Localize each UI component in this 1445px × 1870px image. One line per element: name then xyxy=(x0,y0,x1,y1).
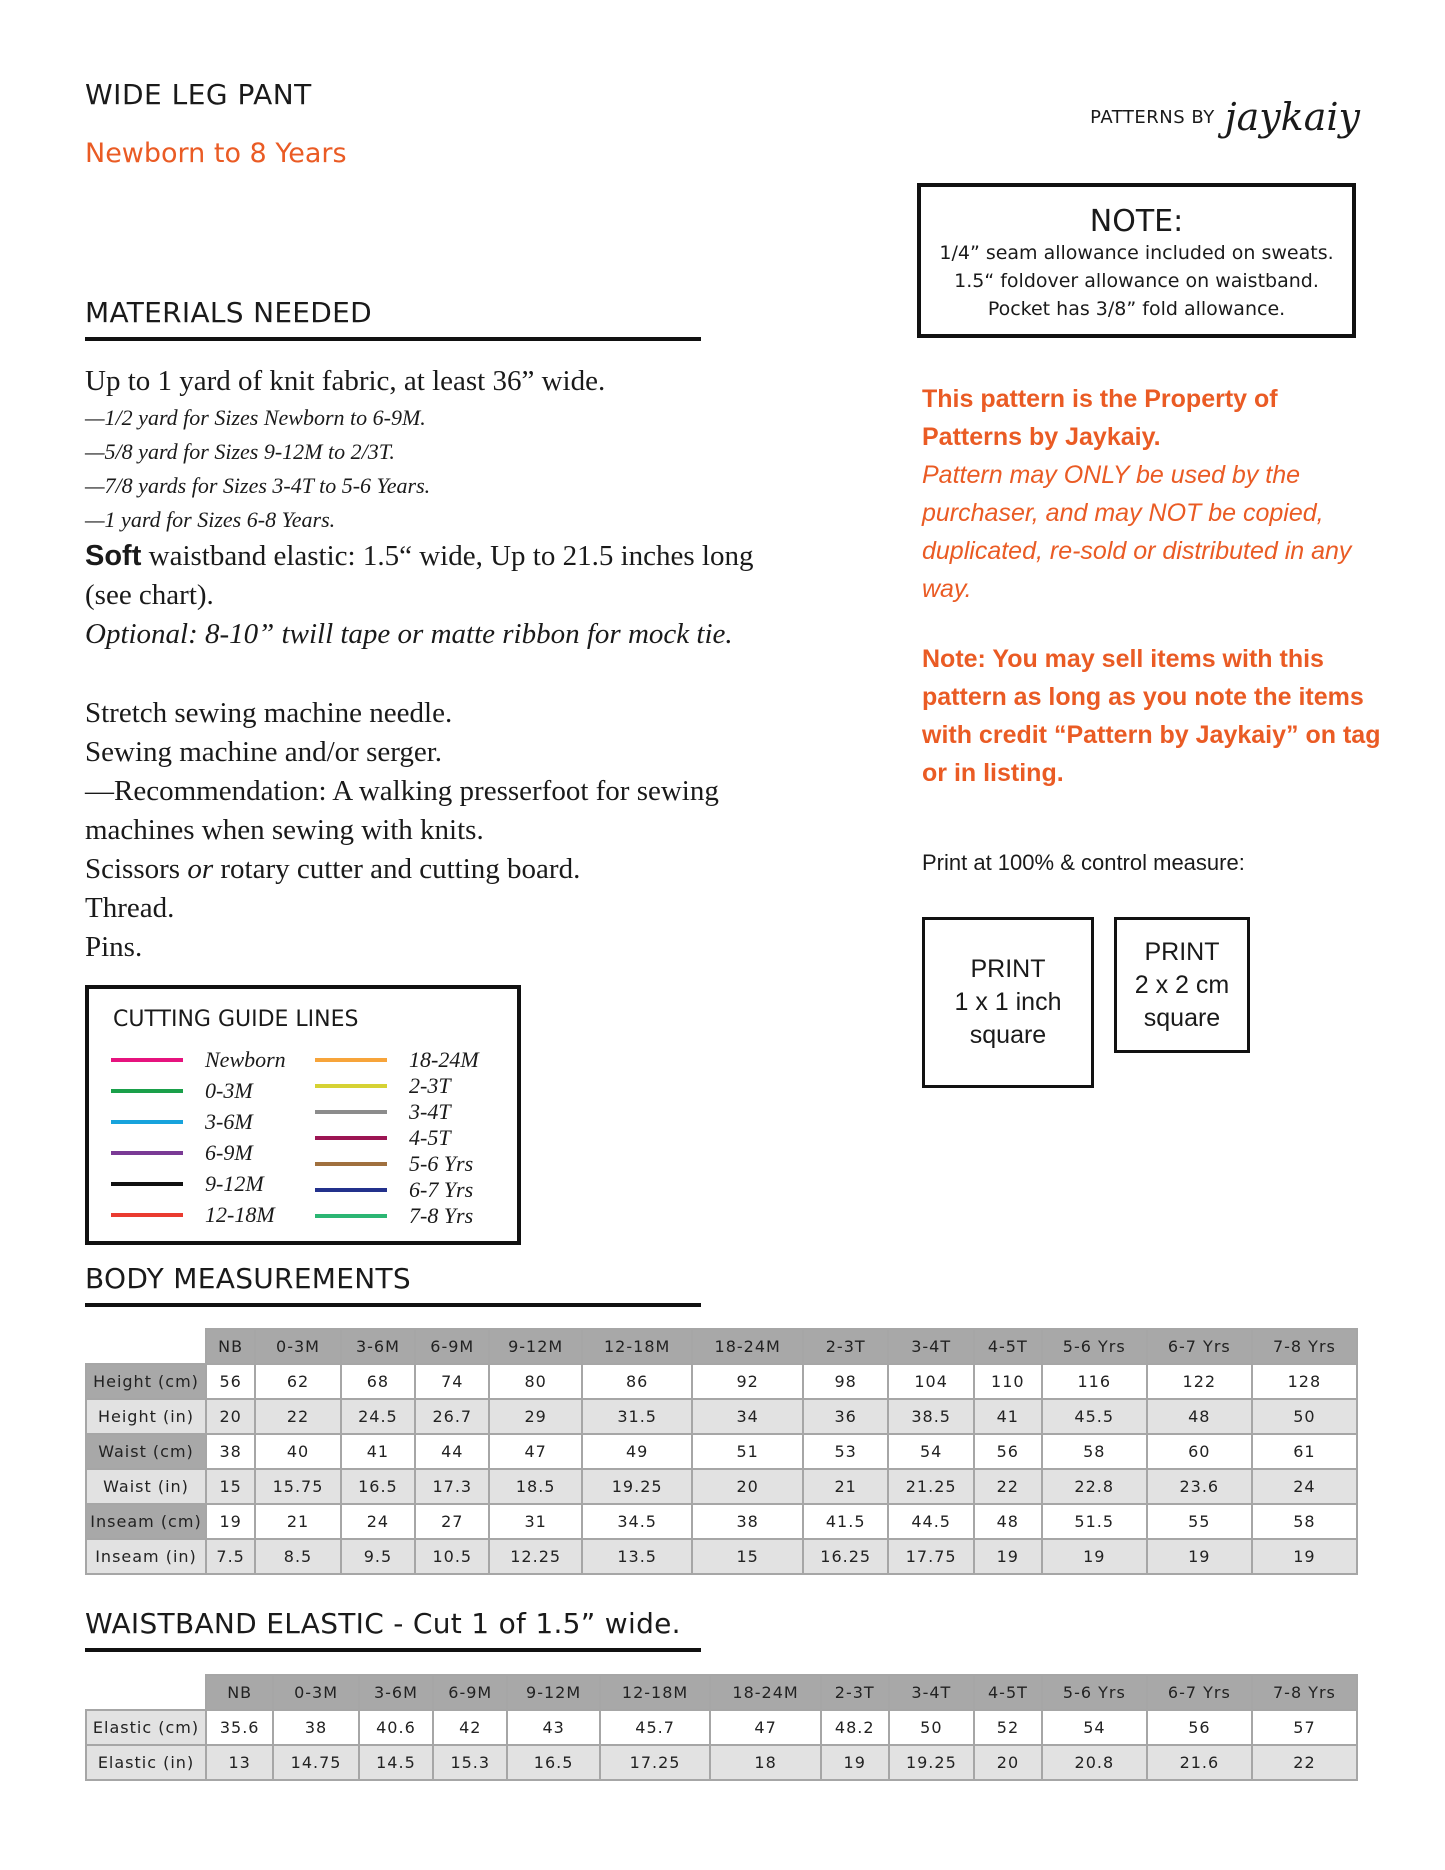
column-header: 0-3M xyxy=(255,1329,340,1364)
materials-scissors-a: Scissors xyxy=(85,853,188,885)
row-label: Waist (cm) xyxy=(86,1434,206,1469)
table-cell: 52 xyxy=(974,1710,1042,1745)
table-row xyxy=(86,1504,1357,1539)
table-cell: 19 xyxy=(1252,1539,1357,1574)
table-cell: 21.6 xyxy=(1147,1745,1252,1780)
table-cell: 98 xyxy=(803,1364,888,1399)
guide-legend-item xyxy=(111,1078,253,1104)
table-cell: 51.5 xyxy=(1042,1504,1147,1539)
page-title: WIDE LEG PANT xyxy=(85,78,312,111)
table-cell: 21 xyxy=(255,1504,340,1539)
table-cell: 19 xyxy=(206,1504,255,1539)
note-line: 1.5“ foldover allowance on waistband. xyxy=(954,270,1319,292)
table-cell: 38 xyxy=(692,1504,803,1539)
guide-legend-item xyxy=(111,1171,264,1197)
guide-legend-item xyxy=(315,1203,473,1229)
table-cell: 38.5 xyxy=(888,1399,973,1434)
column-header: 6-7 Yrs xyxy=(1147,1675,1252,1710)
column-header: 7-8 Yrs xyxy=(1252,1329,1357,1364)
table-cell: 24.5 xyxy=(341,1399,415,1434)
table-cell: 45.7 xyxy=(600,1710,711,1745)
materials-thread: Thread. xyxy=(85,892,175,924)
guide-legend-item xyxy=(315,1151,473,1177)
column-header: 0-3M xyxy=(273,1675,358,1710)
table-cell: 50 xyxy=(1252,1399,1357,1434)
row-label: Elastic (in) xyxy=(86,1745,206,1780)
table-cell: 42 xyxy=(433,1710,507,1745)
table-cell: 51 xyxy=(692,1434,803,1469)
table-cell: 47 xyxy=(710,1710,821,1745)
table-cell: 20 xyxy=(692,1469,803,1504)
table-cell: 15.75 xyxy=(255,1469,340,1504)
guide-size-label: 6-9M xyxy=(205,1140,253,1165)
print-inch-line: square xyxy=(969,1021,1047,1049)
table-cell: 48 xyxy=(1147,1399,1252,1434)
guide-color-line xyxy=(315,1084,387,1088)
guide-legend-item xyxy=(111,1047,286,1073)
table-cell: 29 xyxy=(489,1399,581,1434)
table-cell: 58 xyxy=(1042,1434,1147,1469)
table-cell: 19.25 xyxy=(889,1745,974,1780)
table-cell: 31.5 xyxy=(582,1399,693,1434)
table-cell: 62 xyxy=(255,1364,340,1399)
table-cell: 20.8 xyxy=(1042,1745,1147,1780)
column-header: 9-12M xyxy=(507,1675,599,1710)
guide-legend-item xyxy=(315,1125,451,1151)
materials-yardage: —1 yard for Sizes 6-8 Years. xyxy=(85,507,336,532)
guide-color-line xyxy=(315,1058,387,1062)
table-cell: 55 xyxy=(1147,1504,1252,1539)
table-cell: 41.5 xyxy=(803,1504,888,1539)
table-cell: 16.5 xyxy=(507,1745,599,1780)
guide-color-line xyxy=(111,1120,183,1124)
materials-recommendation: —Recommendation: A walking presserfoot for sewing machines when sewing with knits. xyxy=(85,775,719,846)
table-cell: 22.8 xyxy=(1042,1469,1147,1504)
column-header: 3-6M xyxy=(341,1329,415,1364)
table-cell: 54 xyxy=(888,1434,973,1469)
table-cell: 60 xyxy=(1147,1434,1252,1469)
table-cell: 54 xyxy=(1042,1710,1147,1745)
table-cell: 15.3 xyxy=(433,1745,507,1780)
table-cell: 22 xyxy=(1252,1745,1357,1780)
column-header: 3-6M xyxy=(359,1675,433,1710)
table-cell: 16.25 xyxy=(803,1539,888,1574)
table-cell: 10.5 xyxy=(415,1539,489,1574)
guide-size-label: 9-12M xyxy=(205,1171,264,1196)
materials-yardage: —5/8 yard for Sizes 9-12M to 2/3T. xyxy=(85,439,395,464)
guide-size-label: 12-18M xyxy=(205,1202,275,1227)
table-cell: 19 xyxy=(1147,1539,1252,1574)
table-cell: 58 xyxy=(1252,1504,1357,1539)
table-cell: 41 xyxy=(974,1399,1042,1434)
table-cell: 7.5 xyxy=(206,1539,255,1574)
table-cell: 61 xyxy=(1252,1434,1357,1469)
table-cell: 21 xyxy=(803,1469,888,1504)
table-cell: 92 xyxy=(692,1364,803,1399)
table-cell: 26.7 xyxy=(415,1399,489,1434)
brand-prefix: PATTERNS BY xyxy=(1090,106,1215,128)
guide-legend-item xyxy=(315,1099,451,1125)
column-header: 4-5T xyxy=(974,1675,1042,1710)
guide-legend-item xyxy=(315,1047,479,1073)
materials-needle: Stretch sewing machine needle. xyxy=(85,697,453,729)
table-cell: 14.75 xyxy=(273,1745,358,1780)
column-header: 2-3T xyxy=(821,1675,889,1710)
table-cell: 34 xyxy=(692,1399,803,1434)
table-cell: 21.25 xyxy=(888,1469,973,1504)
materials-scissors-b: rotary cutter and cutting board. xyxy=(213,853,581,885)
materials-divider xyxy=(85,337,701,341)
guide-color-line xyxy=(111,1089,183,1093)
guide-color-line xyxy=(315,1162,387,1166)
row-label: Elastic (cm) xyxy=(86,1710,206,1745)
table-cell: 15 xyxy=(692,1539,803,1574)
table-cell: 9.5 xyxy=(341,1539,415,1574)
table-row xyxy=(86,1745,1357,1780)
table-row xyxy=(86,1399,1357,1434)
column-header: 3-4T xyxy=(889,1675,974,1710)
table-cell: 14.5 xyxy=(359,1745,433,1780)
guide-legend-item xyxy=(315,1177,473,1203)
waistband-heading: WAISTBAND ELASTIC - Cut 1 of 1.5” wide. xyxy=(85,1607,681,1640)
guide-legend-item xyxy=(111,1202,275,1228)
print-instruction: Print at 100% & control measure: xyxy=(922,850,1245,875)
table-row xyxy=(86,1469,1357,1504)
guide-size-label: 0-3M xyxy=(205,1078,253,1103)
table-cell: 20 xyxy=(974,1745,1042,1780)
table-cell: 24 xyxy=(1252,1469,1357,1504)
table-cell: 13.5 xyxy=(582,1539,693,1574)
table-cell: 19 xyxy=(821,1745,889,1780)
guide-color-line xyxy=(111,1151,183,1155)
column-header: 4-5T xyxy=(974,1329,1042,1364)
table-cell: 18 xyxy=(710,1745,821,1780)
guide-color-line xyxy=(315,1136,387,1140)
table-row xyxy=(86,1710,1357,1745)
print-inch-line: PRINT xyxy=(970,955,1046,983)
table-cell: 110 xyxy=(974,1364,1042,1399)
print-cm-line: PRINT xyxy=(1144,937,1220,966)
table-cell: 116 xyxy=(1042,1364,1147,1399)
waistband-elastic-table xyxy=(85,1674,1358,1781)
print-inch-square xyxy=(922,917,1094,1088)
table-row xyxy=(86,1539,1357,1574)
table-cell: 13 xyxy=(206,1745,273,1780)
table-cell: 40.6 xyxy=(359,1710,433,1745)
table-cell: 22 xyxy=(974,1469,1042,1504)
table-cell: 19.25 xyxy=(582,1469,693,1504)
guide-size-label: 3-4T xyxy=(409,1099,451,1124)
sell-note: Note: You may sell items with this pattern as long as you note the items with credit “Pattern by Jaykaiy” on tag or in listing. xyxy=(922,645,1381,787)
guide-legend-item xyxy=(111,1140,253,1166)
table-cell: 17.3 xyxy=(415,1469,489,1504)
column-header: 6-9M xyxy=(415,1329,489,1364)
column-header: 18-24M xyxy=(710,1675,821,1710)
table-cell: 50 xyxy=(889,1710,974,1745)
table-cell: 44 xyxy=(415,1434,489,1469)
materials-heading: MATERIALS NEEDED xyxy=(85,296,373,329)
table-cell: 47 xyxy=(489,1434,581,1469)
print-cm-square xyxy=(1114,917,1250,1053)
table-cell: 17.25 xyxy=(600,1745,711,1780)
row-label: Height (in) xyxy=(86,1399,206,1434)
table-cell: 43 xyxy=(507,1710,599,1745)
materials-elastic xyxy=(85,537,805,615)
table-cell: 19 xyxy=(974,1539,1042,1574)
guide-color-line xyxy=(315,1110,387,1114)
table-cell: 40 xyxy=(255,1434,340,1469)
materials-optional: Optional: 8-10” twill tape or matte ribbon for mock tie. xyxy=(85,618,733,650)
column-header: 2-3T xyxy=(803,1329,888,1364)
print-cm-line: 2 x 2 cm xyxy=(1134,970,1230,999)
table-cell: 35.6 xyxy=(206,1710,273,1745)
property-owner: Patterns by Jaykaiy. xyxy=(922,423,1161,451)
page-subtitle: Newborn to 8 Years xyxy=(85,138,347,169)
table-cell: 8.5 xyxy=(255,1539,340,1574)
table-cell: 68 xyxy=(341,1364,415,1399)
table-cell: 80 xyxy=(489,1364,581,1399)
guide-legend-item xyxy=(315,1073,451,1099)
note-title: NOTE: xyxy=(1089,204,1184,239)
guide-color-line xyxy=(111,1182,183,1186)
column-header: 5-6 Yrs xyxy=(1042,1675,1147,1710)
guide-size-label: 18-24M xyxy=(409,1047,479,1072)
property-terms: Pattern may ONLY be used by the purchaser, and may NOT be copied, duplicated, re-sold or distributed in any way. xyxy=(922,461,1352,603)
waistband-divider xyxy=(85,1648,701,1652)
guide-size-label: 7-8 Yrs xyxy=(409,1203,474,1228)
body-measurements-heading: BODY MEASUREMENTS xyxy=(85,1262,411,1295)
table-cell: 56 xyxy=(974,1434,1042,1469)
materials-yardage: —7/8 yards for Sizes 3-4T to 5-6 Years. xyxy=(85,473,431,498)
materials-list xyxy=(85,362,805,967)
table-cell: 53 xyxy=(803,1434,888,1469)
table-cell: 128 xyxy=(1252,1364,1357,1399)
table-cell: 57 xyxy=(1252,1710,1357,1745)
table-cell: 48 xyxy=(974,1504,1042,1539)
property-notice xyxy=(922,380,1382,608)
column-header: 9-12M xyxy=(489,1329,581,1364)
materials-scissors xyxy=(85,850,805,889)
guide-size-label: 5-6 Yrs xyxy=(409,1151,474,1176)
column-header: NB xyxy=(206,1329,255,1364)
table-cell: 56 xyxy=(206,1364,255,1399)
column-header: 6-9M xyxy=(433,1675,507,1710)
guide-size-label: 2-3T xyxy=(409,1073,451,1098)
materials-elastic-bold: Soft xyxy=(85,540,142,572)
materials-yardage: —1/2 yard for Sizes Newborn to 6-9M. xyxy=(85,405,426,430)
table-cell: 19 xyxy=(1042,1539,1147,1574)
table-cell: 36 xyxy=(803,1399,888,1434)
row-label: Height (cm) xyxy=(86,1364,206,1399)
table-cell: 22 xyxy=(255,1399,340,1434)
table-cell: 49 xyxy=(582,1434,693,1469)
column-header: 12-18M xyxy=(582,1329,693,1364)
body-measurements-table xyxy=(85,1328,1358,1575)
table-cell: 15 xyxy=(206,1469,255,1504)
cutting-guide-title: CUTTING GUIDE LINES xyxy=(113,1007,359,1032)
note-box xyxy=(917,183,1356,338)
guide-size-label: 6-7 Yrs xyxy=(409,1177,474,1202)
guide-color-line xyxy=(111,1058,183,1062)
guide-color-line xyxy=(315,1214,387,1218)
column-header: 6-7 Yrs xyxy=(1147,1329,1252,1364)
table-cell: 27 xyxy=(415,1504,489,1539)
column-header: 12-18M xyxy=(600,1675,711,1710)
table-cell: 44.5 xyxy=(888,1504,973,1539)
table-cell: 12.25 xyxy=(489,1539,581,1574)
table-cell: 45.5 xyxy=(1042,1399,1147,1434)
body-measurements-divider xyxy=(85,1303,701,1307)
table-cell: 38 xyxy=(273,1710,358,1745)
guide-color-line xyxy=(111,1213,183,1217)
guide-size-label: 4-5T xyxy=(409,1125,451,1150)
materials-scissors-or: or xyxy=(187,853,214,885)
print-inch-line: 1 x 1 inch xyxy=(954,988,1062,1016)
column-header: 7-8 Yrs xyxy=(1252,1675,1357,1710)
note-line: 1/4” seam allowance included on sweats. xyxy=(939,242,1334,264)
table-corner xyxy=(86,1329,206,1364)
table-cell: 17.75 xyxy=(888,1539,973,1574)
guide-size-label: Newborn xyxy=(205,1047,286,1072)
table-cell: 16.5 xyxy=(341,1469,415,1504)
table-cell: 24 xyxy=(341,1504,415,1539)
note-line: Pocket has 3/8” fold allowance. xyxy=(987,298,1286,320)
brand-logo xyxy=(1090,95,1360,139)
table-row xyxy=(86,1364,1357,1399)
row-label: Inseam (cm) xyxy=(86,1504,206,1539)
table-row xyxy=(86,1434,1357,1469)
guide-legend-item xyxy=(111,1109,253,1135)
row-label: Waist (in) xyxy=(86,1469,206,1504)
column-header: 3-4T xyxy=(888,1329,973,1364)
print-cm-line: square xyxy=(1143,1003,1221,1032)
table-cell: 56 xyxy=(1147,1710,1252,1745)
column-header: 18-24M xyxy=(692,1329,803,1364)
table-cell: 86 xyxy=(582,1364,693,1399)
table-cell: 38 xyxy=(206,1434,255,1469)
brand-name: jaykaiy xyxy=(1224,95,1360,139)
table-cell: 31 xyxy=(489,1504,581,1539)
table-cell: 23.6 xyxy=(1147,1469,1252,1504)
table-cell: 122 xyxy=(1147,1364,1252,1399)
table-cell: 104 xyxy=(888,1364,973,1399)
table-cell: 41 xyxy=(341,1434,415,1469)
cutting-guide-legend xyxy=(85,985,521,1245)
table-cell: 74 xyxy=(415,1364,489,1399)
property-title: This pattern is the Property of xyxy=(922,385,1278,413)
materials-pins: Pins. xyxy=(85,931,143,963)
table-cell: 34.5 xyxy=(582,1504,693,1539)
materials-machine: Sewing machine and/or serger. xyxy=(85,736,443,768)
materials-elastic-rest: waistband elastic: 1.5“ wide, Up to 21.5 inches long (see chart). xyxy=(85,540,754,611)
materials-fabric: Up to 1 yard of knit fabric, at least 36” wide. xyxy=(85,365,606,397)
column-header: NB xyxy=(206,1675,273,1710)
guide-color-line xyxy=(315,1188,387,1192)
column-header: 5-6 Yrs xyxy=(1042,1329,1147,1364)
table-corner xyxy=(86,1675,206,1710)
table-cell: 20 xyxy=(206,1399,255,1434)
table-cell: 18.5 xyxy=(489,1469,581,1504)
table-cell: 48.2 xyxy=(821,1710,889,1745)
row-label: Inseam (in) xyxy=(86,1539,206,1574)
guide-size-label: 3-6M xyxy=(205,1109,253,1134)
